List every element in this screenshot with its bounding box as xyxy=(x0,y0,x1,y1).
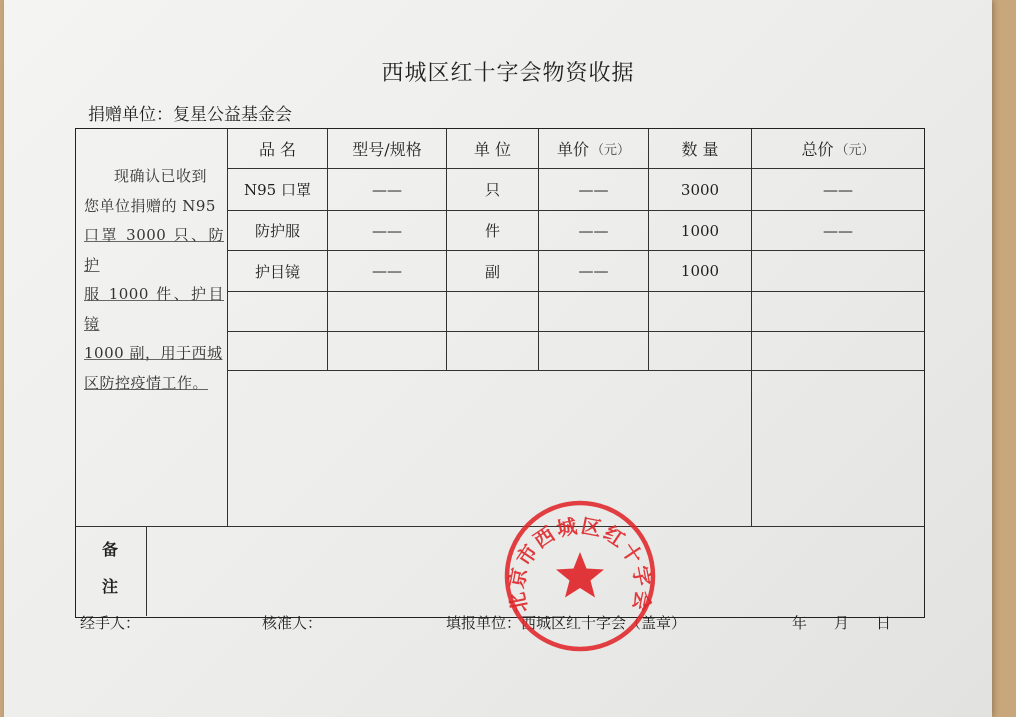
table-cell: —— xyxy=(578,180,609,199)
divider xyxy=(228,291,924,292)
table-cell: —— xyxy=(578,262,609,280)
header-qty: 数 量 xyxy=(681,140,719,159)
date-month: 月 xyxy=(834,614,850,632)
confirmation-note xyxy=(84,162,224,398)
document-title: 西城区红十字会物资收据 xyxy=(381,61,635,86)
table-cell: 副 xyxy=(484,262,500,281)
date-day: 日 xyxy=(876,614,892,632)
star-icon xyxy=(556,552,604,598)
divider xyxy=(228,331,924,332)
table-cell: —— xyxy=(578,221,609,240)
table-cell: 护目镜 xyxy=(254,262,300,281)
note-line: 现确认已收到 xyxy=(114,167,208,185)
note-line: 1000 副，用于西城 xyxy=(84,344,223,362)
header-name: 品 名 xyxy=(258,140,297,159)
header-spec: 型号/规格 xyxy=(352,140,422,159)
approver-field: 核准人： xyxy=(262,614,323,632)
note-line: 服 1000 件、护目镜 xyxy=(84,285,224,333)
handler-field: 经手人： xyxy=(80,614,141,632)
note-line: 您单位捐赠的 N95 xyxy=(84,196,216,215)
table-cell xyxy=(752,251,924,291)
table-cell: —— xyxy=(372,180,402,199)
divider xyxy=(146,526,147,616)
table-cell: 防护服 xyxy=(254,222,300,240)
table-cell: 件 xyxy=(484,222,500,240)
header-total: 总价 （元） xyxy=(801,140,875,159)
table-cell: —— xyxy=(372,262,402,280)
table-cell: —— xyxy=(823,180,853,199)
donor-label: 捐赠单位： xyxy=(88,105,173,125)
note-line: 口罩 3000 只、防护 xyxy=(84,226,224,274)
remarks-label-top: 备 xyxy=(102,540,119,559)
table-cell: N95 口罩 xyxy=(244,181,311,199)
seal-text: 北京市西城区红十字会 xyxy=(504,513,656,615)
table-cell: —— xyxy=(823,221,853,240)
table-cell: 1000 xyxy=(680,221,720,240)
table-cell: 3000 xyxy=(680,180,720,199)
remarks-label-bottom: 注 xyxy=(102,577,119,596)
issuer-field: 填报单位：西城区红十字会（盖章） xyxy=(446,614,687,632)
table-cell: —— xyxy=(372,221,402,240)
date-year: 年 xyxy=(792,614,808,632)
table-cell: 1000 xyxy=(680,262,720,280)
donor-line xyxy=(88,100,292,125)
official-seal xyxy=(500,496,660,656)
header-price: 单价 （元） xyxy=(556,140,631,159)
donor-name: 复星公益基金会 xyxy=(173,105,292,125)
note-line: 区防控疫情工作。 xyxy=(84,373,209,392)
header-unit: 单 位 xyxy=(473,140,512,159)
divider xyxy=(228,370,924,371)
table-cell: 只 xyxy=(484,181,500,199)
